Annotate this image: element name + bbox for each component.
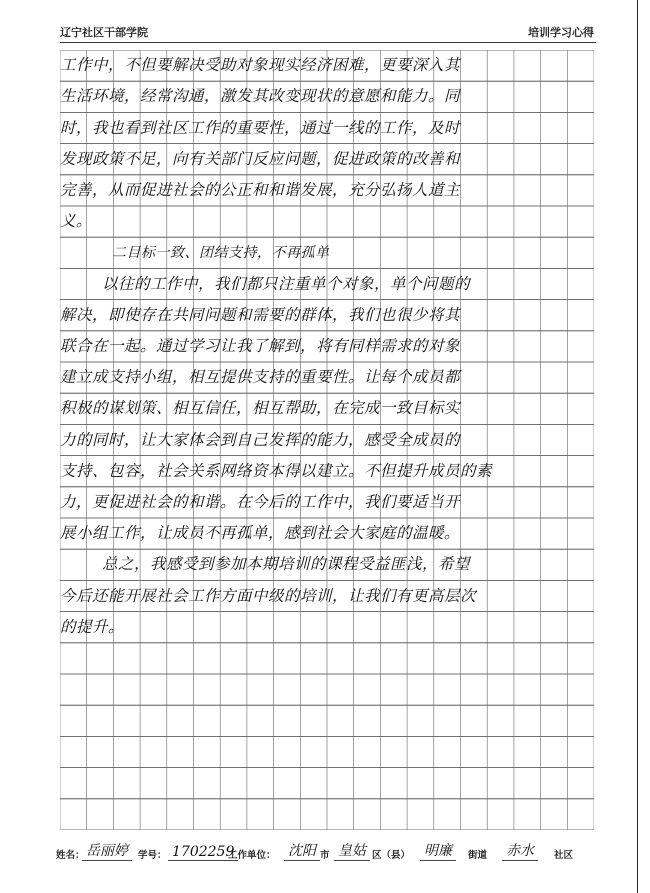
text-line: 完善，从而促进社会的公正和和谐发展，充分弘扬人道主 xyxy=(60,180,461,199)
text-line: 力的同时，让大家体会到自己发挥的能力，感受全成员的 xyxy=(60,430,461,449)
text-line: 积极的谋划策、相互信任，相互帮助，在完成一致目标实 xyxy=(60,399,461,418)
name-value: 岳丽婷 xyxy=(82,840,132,861)
city-value: 沈阳 xyxy=(284,840,320,861)
writing-grid xyxy=(60,50,594,830)
text-line: 生活环境，经常沟通，激发其改变现状的意愿和能力。同 xyxy=(60,87,461,106)
street-label: 街道 xyxy=(468,850,488,861)
text-line: 二目标一致、团结支持，不再孤单 xyxy=(112,245,330,262)
text-line: 建立成支持小组，相互提供支持的重要性。让每个成员都 xyxy=(60,368,461,387)
text-line: 展小组工作，让成员不再孤单，感到社会大家庭的温暖。 xyxy=(60,524,461,543)
community-label: 社区 xyxy=(554,850,574,861)
page-edge xyxy=(637,0,638,893)
community-value: 赤水 xyxy=(502,840,538,861)
text-line: 义。 xyxy=(60,212,93,231)
text-line: 时，我也看到社区工作的重要性，通过一线的工作，及时 xyxy=(60,118,461,137)
name-label: 姓名： xyxy=(56,850,85,861)
text-line: 以往的工作中，我们都只注重单个对象，单个问题的 xyxy=(102,274,471,293)
text-line: 总之，我感受到参加本期培训的课程受益匪浅，希望 xyxy=(102,555,471,574)
text-line: 支持、包容，社会关系网络资本得以建立。不但提升成员的素 xyxy=(60,461,493,480)
text-line: 力，更促进社会的和谐。在今后的工作中，我们要适当开 xyxy=(60,492,461,511)
id-label: 学号： xyxy=(138,850,167,861)
text-line: 解决，即使存在共同问题和需要的群体，我们也很少将其 xyxy=(60,305,461,324)
city-label: 市 xyxy=(320,850,330,861)
id-value: 1702259 xyxy=(168,844,238,861)
district-value: 皇姑 xyxy=(334,840,370,861)
district-label: 区（县） xyxy=(372,850,411,861)
text-line: 今后还能开展社会工作方面中级的培训，让我们有更高层次 xyxy=(60,586,477,605)
text-line: 工作中，不但要解决受助对象现实经济困难，更要深入其 xyxy=(60,56,461,75)
header-divider xyxy=(60,42,596,43)
street-value: 明廉 xyxy=(420,840,456,861)
school-name: 辽宁社区干部学院 xyxy=(60,26,148,39)
text-line: 发现政策不足，向有关部门反应问题，促进政策的改善和 xyxy=(60,149,461,168)
footer-info xyxy=(56,843,596,865)
document-type: 培训学习心得 xyxy=(528,26,594,39)
text-line: 的提升。 xyxy=(60,617,125,636)
text-line: 联合在一起。通过学习让我了解到，将有同样需求的对象 xyxy=(60,336,461,355)
unit-label: 工作单位： xyxy=(228,850,276,861)
